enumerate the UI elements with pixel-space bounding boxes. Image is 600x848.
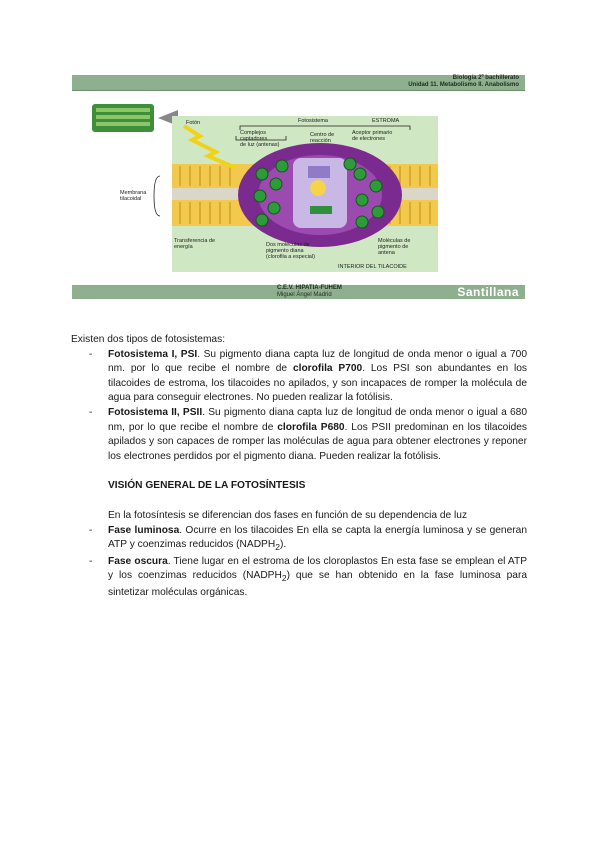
target-pigment-icon — [310, 180, 326, 196]
bullet-dash: - — [89, 348, 93, 360]
label-complejos-3: de luz (antenas) — [240, 142, 280, 148]
footer-school: C.E.V. HIPATIA-FUHEM — [277, 285, 342, 291]
label-moleculas-2: pigmento de — [378, 244, 409, 250]
label-membrana-1: Membrana — [120, 190, 147, 196]
label-dos-moleculas-3: (clorofila a especial) — [266, 254, 315, 260]
label-transferencia-1: Transferencia de — [174, 238, 216, 244]
psi-title: Fotosistema I, PSI — [108, 348, 198, 360]
body-text — [71, 333, 528, 601]
list-item-psi: - Fotosistema I, PSI. Su pigmento diana capta luz de longitud de onda menor o igual a 700 nm. por lo que recibe el nombre de clorofila P700. Los PSI son abundantes en los tilacoides de estroma, los tilacoides no apilados, y son incapaces de romper la molécula de agua para conseguir electrones. No pueden realizar la fotólisis. — [89, 348, 527, 404]
header-course: Biología 2º bachillerato — [452, 75, 519, 81]
label-interior: INTERIOR DEL TILACOIDE — [338, 264, 407, 270]
bullet-dash: - — [89, 524, 93, 536]
label-centro-2: reacción — [310, 138, 331, 144]
section-heading: VISIÓN GENERAL DE LA FOTOSÍNTESIS — [108, 480, 306, 492]
label-complejos-1: Complejos — [240, 130, 266, 136]
psii-pigment: clorofila P680 — [277, 421, 345, 433]
list-item-psii: - Fotosistema II, PSII. Su pigmento diana capta luz de longitud de onda menor o igual a 680 nm, por lo que recibe el nombre de clorofila P680. Los PSII predominan en los tilacoides apilados y son capaces de romper las moléculas de agua para obtener electrones y reponer los electrones perdidos por el pigmento diana. Pueden realizar la fotólisis. — [89, 406, 528, 462]
label-dos-moleculas-2: pigmento diana — [266, 248, 304, 254]
label-aceptor-2: de electrones — [352, 136, 386, 142]
label-moleculas-1: Moléculas de — [378, 238, 411, 244]
chloroplast-thumbnail-icon — [92, 104, 154, 132]
label-moleculas-3: antena — [378, 250, 395, 256]
label-estroma: ESTROMA — [372, 118, 400, 124]
header-unit: Unidad 11. Metabolismo II. Anabolismo — [408, 82, 519, 88]
bullet-dash: - — [89, 555, 93, 567]
label-centro-1: Centro de — [310, 132, 335, 138]
label-dos-moleculas-1: Dos moléculas de — [266, 242, 310, 248]
footer-author: Miguel Ángel Madrid — [277, 292, 332, 298]
list-item-fase-oscura: - Fase oscura. Tiene lugar en el estroma de los cloroplastos En esta fase se emplean el ATP y los coenzimas reducidos $(NADPH_2)$ que se han obtenido en la fase luminosa para sintetizar moléculas orgánicas. — [89, 555, 527, 598]
label-membrana-2: tilacoidal — [120, 196, 142, 202]
bullet-dash: - — [89, 406, 93, 418]
psii-title: Fotosistema II, PSII — [108, 406, 203, 418]
label-fotosistema: Fotosistema — [298, 118, 328, 124]
publisher-logo: Santillana — [457, 285, 519, 299]
fase-luminosa-title: Fase luminosa — [108, 524, 180, 536]
fase-oscura-title: Fase oscura — [108, 555, 168, 567]
label-complejos-2: captadores — [240, 136, 268, 142]
section-intro: En la fotosíntesis se diferencian dos fases en función de su dependencia de luz — [108, 509, 468, 521]
label-foton: Fotón — [186, 120, 201, 126]
page-header — [72, 75, 525, 91]
photosystem-diagram — [90, 96, 440, 274]
page-footer — [72, 285, 525, 299]
label-transferencia-2: energía — [174, 244, 193, 250]
psi-pigment: clorofila P700 — [292, 363, 363, 375]
intro-paragraph: Existen dos tipos de fotosistemas: — [71, 334, 226, 345]
list-item-fase-luminosa: - Fase luminosa. Ocurre en los tilacoides En ella se capta la energía luminosa y se generan ATP y coenzimas reducidos $(NADPH_2)$. — [89, 524, 527, 553]
label-aceptor-1: Aceptor primario — [352, 130, 393, 136]
